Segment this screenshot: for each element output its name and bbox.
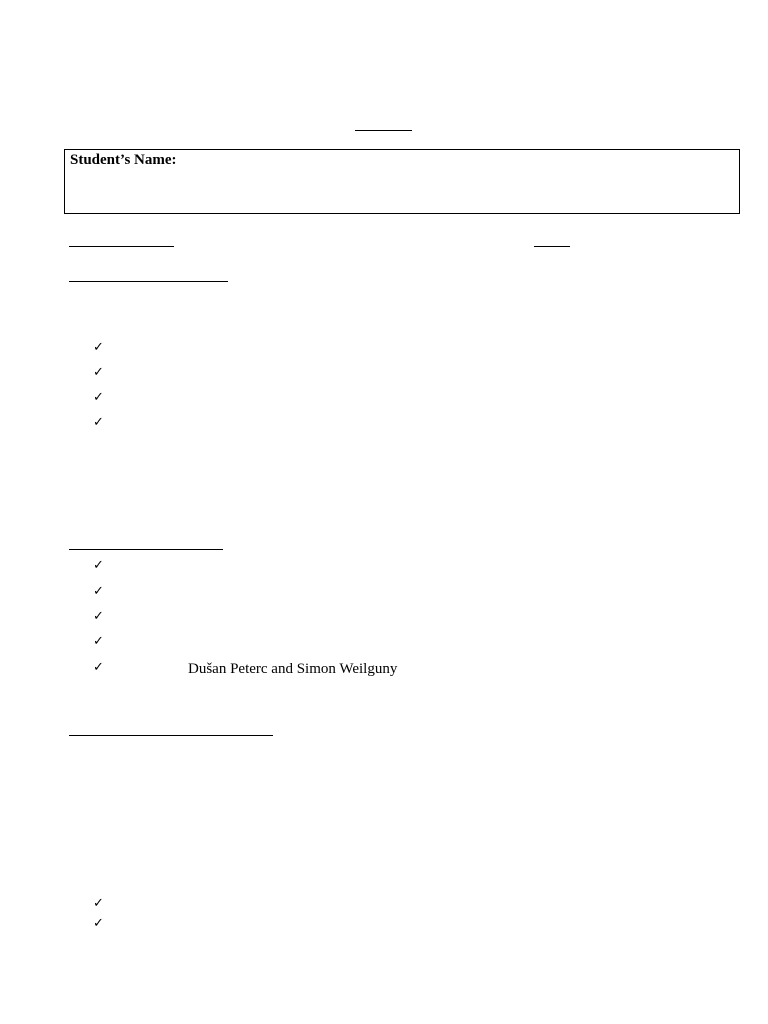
section-2-item-text: Dušan Peterc and Simon Weilguny: [188, 661, 398, 677]
check-mark-icon: ✓: [93, 660, 104, 675]
check-mark-icon: ✓: [93, 558, 104, 573]
check-mark-icon: ✓: [93, 609, 104, 624]
section-2-heading-underline: [69, 549, 223, 550]
check-mark-icon: ✓: [93, 390, 104, 405]
right-header-underline: [534, 246, 570, 247]
check-mark-icon: ✓: [93, 415, 104, 430]
section-3-heading-underline: [69, 735, 273, 736]
section-1-heading-underline: [69, 281, 228, 282]
title-underline: [355, 130, 412, 131]
check-mark-icon: ✓: [93, 365, 104, 380]
check-mark-icon: ✓: [93, 896, 104, 911]
check-mark-icon: ✓: [93, 634, 104, 649]
check-mark-icon: ✓: [93, 340, 104, 355]
check-mark-icon: ✓: [93, 584, 104, 599]
student-name-label: Student’s Name:: [70, 152, 177, 168]
left-header-underline: [69, 246, 174, 247]
check-mark-icon: ✓: [93, 916, 104, 931]
student-name-box[interactable]: [64, 149, 740, 214]
